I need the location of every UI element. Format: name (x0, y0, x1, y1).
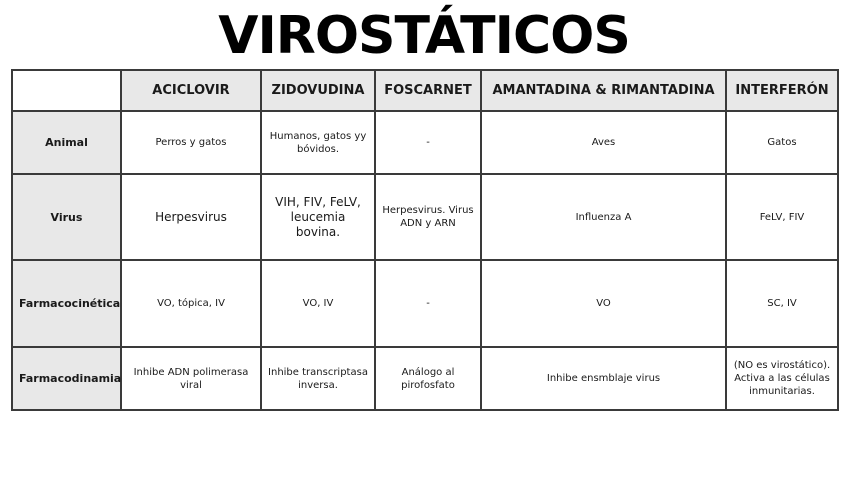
page-title: VIROSTÁTICOS (218, 6, 630, 66)
table-cell: Aves (481, 111, 726, 174)
table-cell: Perros y gatos (121, 111, 261, 174)
table-cell: Inhibe ensmblaje virus (481, 347, 726, 410)
row-header-virus: Virus (12, 174, 121, 260)
table-cell: Inhibe transcriptasa inversa. (261, 347, 375, 410)
column-header-interferon: INTERFERÓN (726, 70, 838, 111)
header-row (12, 70, 838, 111)
table-cell: (NO es virostático). Activa a las células inmunitarias. (726, 347, 838, 410)
table-cell: VIH, FIV, FeLV, leucemia bovina. (261, 174, 375, 260)
table-row-animal (12, 111, 838, 174)
table-cell: VO (481, 260, 726, 347)
table-cell: VO, tópica, IV (121, 260, 261, 347)
corner-cell (12, 70, 121, 111)
table-cell: - (375, 111, 481, 174)
table-row-virus (12, 174, 838, 260)
table-cell: Gatos (726, 111, 838, 174)
table-row-farmacodinamia (12, 347, 838, 410)
table-cell: FeLV, FIV (726, 174, 838, 260)
table-cell: Herpesvirus (121, 174, 261, 260)
table-cell: SC, IV (726, 260, 838, 347)
table-cell: Humanos, gatos yy bóvidos. (261, 111, 375, 174)
row-header-farmacodinamia: Farmacodinamia (12, 347, 121, 410)
row-header-animal: Animal (12, 111, 121, 174)
column-header-foscarnet: FOSCARNET (375, 70, 481, 111)
table-cell: Herpesvirus. Virus ADN y ARN (375, 174, 481, 260)
row-header-farmacocinetica: Farmacocinética (12, 260, 121, 347)
table-cell: VO, IV (261, 260, 375, 347)
table-cell: Inhibe ADN polimerasa viral (121, 347, 261, 410)
table-cell: Influenza A (481, 174, 726, 260)
column-header-aciclovir: ACICLOVIR (121, 70, 261, 111)
virostatics-table (11, 69, 839, 411)
table-cell: Análogo al pirofosfato (375, 347, 481, 410)
table-row-farmacocinetica (12, 260, 838, 347)
table-cell: - (375, 260, 481, 347)
column-header-amantadina-rimantadina: AMANTADINA & RIMANTADINA (481, 70, 726, 111)
column-header-zidovudina: ZIDOVUDINA (261, 70, 375, 111)
